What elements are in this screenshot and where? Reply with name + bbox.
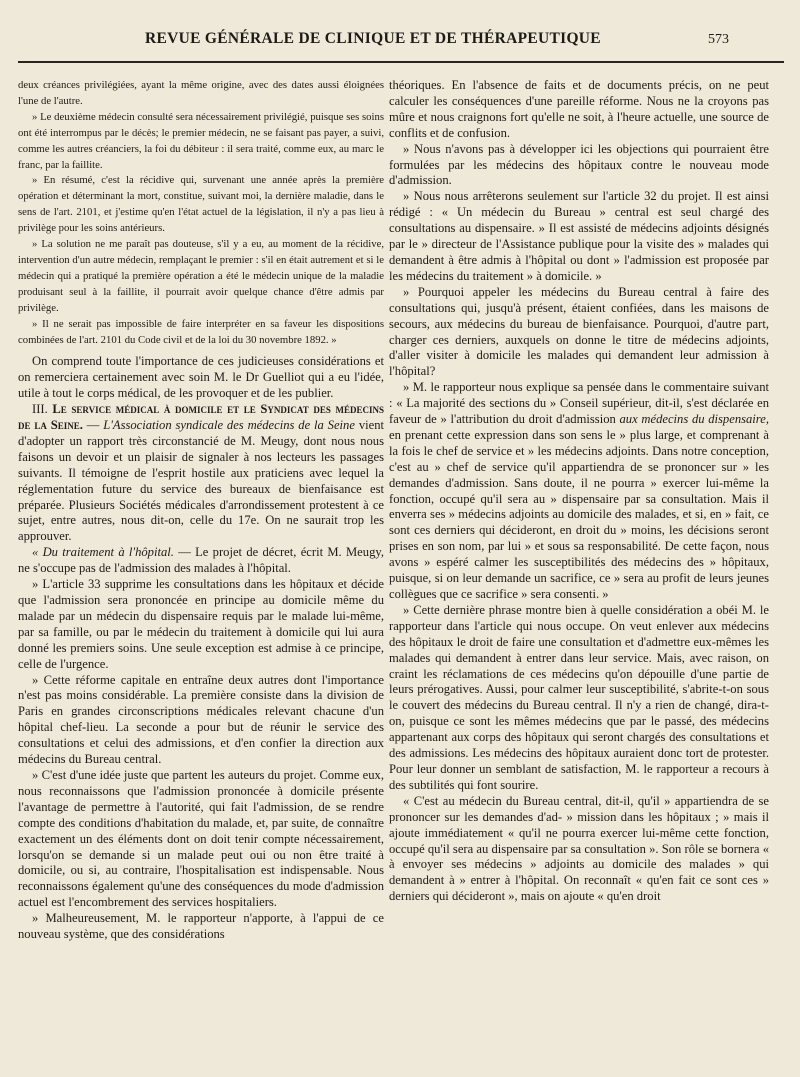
dash: — — [86, 418, 100, 433]
paragraph-text: — Le projet de décret, écrit M. Meugy, ne s'occupe pas de l'admission des malades à l'hôpital. — [18, 545, 384, 576]
paragraph — [389, 380, 769, 603]
left-column — [18, 78, 384, 943]
paragraph: » Nous n'avons pas à développer ici les objections qui pourraient être formulées par les médecins des hôpitaux contre le nouveau mode d'admission. — [389, 141, 769, 188]
paragraph: » L'article 33 supprime les consultations dans les hôpitaux et décide que l'admission sera prononcée en principe au domicile même du malade par un médecin du dispensaire requis par le malade lui-même, par sa famille, ou par le médecin du traitement à domicile qui lui aura donné les premiers soins. Une seule exception est admise à ce principe, celle de l'urgence. — [18, 577, 384, 671]
subheading-paragraph — [18, 545, 384, 577]
paragraph: » Nous nous arrêterons seulement sur l'article 32 du projet. Il est ainsi rédigé : « Un médecin du Bureau » central est seul chargé des consultations au dispensaire. » Il est assisté de médecins adjoints désignés par le » directeur de l'Assistance publique pour la visite des » malades qui demandent à être admis à l'hôpital ou dont » l'admission est proposée par les médecins du traitement » à domicile. » — [389, 189, 769, 283]
paragraph: » En résumé, c'est la récidive qui, survenant une année après la première opération et déterminant la mort, constitue, suivant moi, la dernière maladie, dans le sens de l'art. 2101, et j'estime qu'en l'état actuel de la législation, il n'y a pas lieu à privilège pour les soins antérieurs. — [18, 174, 384, 235]
subheading: « Du traitement à l'hôpital. — [32, 545, 174, 560]
article-body-left — [18, 354, 384, 943]
paragraph: On comprend toute l'importance de ces judicieuses considérations et on remerciera certainement avec soin M. le Dr Guelliot qui a eu l'idée, utile à tout le corps médical, de les provoquer et de les publier. — [18, 354, 384, 401]
paragraph: » Pourquoi appeler les médecins du Bureau central à faire des consultations qui, jusqu'à présent, étaient confiées, dans les maisons de secours, aux médecins du bureau de bienfaisance. Pourquoi, d'autre part, charger ces derniers, auxquels on donne le titre de médecins adjoints, d'aller visiter à domicile les malades qui demandent leur admission à l'hôpital? — [389, 284, 769, 379]
section-paragraph — [18, 402, 384, 545]
paragraph: deux créances privilégiées, ayant la même origine, avec des dates aussi éloignées l'une de l'autre. — [18, 79, 384, 107]
paragraph: » Cette réforme capitale en entraîne deux autres dont l'importance n'est pas moins considérable. La première consiste dans la division de Paris en grandes circonscriptions médicales relevant chacune d'un hôpital chef-lieu. La seconde a pour but de réunir le service des consultations et celui des admissions, et d'en confier la direction aux médecins du Bureau central. — [18, 672, 384, 767]
paragraph: » C'est d'une idée juste que partent les auteurs du projet. Comme eux, nous reconnaissons que l'admission prononcée à domicile présente l'avantage de permettre à l'autorité, qui fait l'admission, de se rendre compte des conditions d'habitation du malade, et, par suite, de connaître exactement un des éléments dont on doit tenir compte nécessairement, lorsqu'on se demande si un malade peut oui ou non être traité à domicile, ou si, au contraire, l'hospitalisation est indispensable. Nous reconnaissons également qu'une des conséquences du mode d'admission actuel est l'encombrement des services hospitaliers. — [18, 767, 384, 910]
page-header — [0, 0, 800, 64]
paragraph-text: vient d'adopter un rapport très circonstancié de M. Meugy, dont nous nous faisons un devoir et un plaisir de signaler à nos lecteurs les passages suivants. Il témoigne de l'esprit hostile aux praticiens avec lequel la réglementation future du service des bureaux de bienfaisance est préparée. Plusieurs Sociétés médicales d'arrondissement protestent à ce sujet, entre autres, nous dit-on, celle du 17e. On ne saurait trop les approuver. — [18, 418, 384, 544]
quoted-letter-block — [18, 78, 384, 348]
paragraph: » Cette dernière phrase montre bien à quelle considération a obéi M. le rapporteur dans l'article qui nous occupe. On veut enlever aux médecins des hôpitaux le droit de faire une consultation et d'admettre eux-mêmes les malades qui demandent à entrer dans leur service. Mais, avec raison, on craint les réclamations de ces médecins qu'on dépouille d'une partie de leurs prérogatives. Aussi, pour calmer leur susceptibilité, s'abrite-t-on sous le couvert des médecins du Bureau central. Il n'y a rien de changé, dira-t-on, puisque ce sont les mêmes médecins que par le passé, des médecins appartenant aux corps des hôpitaux qui seront chargés des consultations et des admissions. Les médecins des hôpitaux auraient donc tort de protester. Pour leur donner un semblant de satisfaction, M. le rapporteur a recours à des subtilités qui font sourire. — [389, 602, 769, 792]
page-number: 573 — [708, 32, 729, 47]
right-column — [389, 78, 769, 905]
association-name: L'Association syndicale des médecins de la Seine — [103, 418, 355, 433]
paragraph: « C'est au médecin du Bureau central, dit-il, qu'il » appartiendra de se prononcer sur les demandes d'ad- » mission dans les hôpitaux ; » mais il ajoute immédiatement « qu'il ne pourra exercer lui-même cette fonction, occupé qu'il sera au dispensaire par sa consultation ». Son rôle se bornera « à envoyer ses médecins » adjoints au domicile des malades » qui demandent à » entrer à l'hôpital. On reconnaît « qu'en fait ce sont ces » derniers qui décideront », mais on ajoute « qu'en droit — [389, 793, 769, 904]
paragraph: » La solution ne me paraît pas douteuse, s'il y a eu, au moment de la récidive, intervention d'un autre médecin, remplaçant le premier : s'il en était autrement et si le médecin qui a pratiqué la première opération a été le médecin unique de la maladie produisant seul à la faillite, il pourrait avoir quelque chance d'être admis par privilège. — [18, 238, 384, 314]
running-title: REVUE GÉNÉRALE DE CLINIQUE ET DE THÉRAPEUTIQUE — [145, 30, 601, 47]
paragraph-text: en prenant cette expression dans son sens le » plus large, et comprenant à la fois le chef de service et » les médecins adjoints. Dans notre conception, c'est au » chef de service qu'il appartiendra de se prononcer sur » les demandes d'admission. Sans doute, il ne pourra » exercer lui-même la fonction, occupé qu'il sera au » dispensaire par sa consultation. Mais il enverra ses » médecins adjoints au domicile des malades, et si, en » fait, ce sont ces derniers qui décideront, en droit du » moins, les décisions seront prises en son nom, par lui » et sous sa responsabilité. De cette façon, nous avons » espéré calmer les susceptibilités des médecins des » hôpitaux, puisque, si on leur demande un sacrifice, ce » sera au profit de leurs jeunes collègues que ce sacrifice » sera consenti. » — [389, 427, 769, 601]
paragraph: théoriques. En l'absence de faits et de documents précis, on ne peut calculer les conséquences d'une pareille réforme. Nous ne la croyons pas mûre et nous craignons fort qu'elle ne soit, à l'heure actuelle, une source de conflits et de confusion. — [389, 78, 769, 140]
paragraph-text: » M. le rapporteur nous explique sa pensée dans le commentaire suivant : « La majorité des sections du » Conseil supérieur, dit-il, s'est déclarée en faveur de » l'attribution du droit d'admission — [389, 380, 769, 427]
italic-phrase: aux médecins du dispensaire, — [619, 412, 769, 427]
paragraph: » Il ne serait pas impossible de faire interpréter en sa faveur les dispositions combinées de l'art. 2101 du Code civil et de la loi du 30 novembre 1892. » — [18, 317, 384, 346]
header-rule — [18, 61, 784, 63]
section-number: III. — [32, 402, 48, 417]
paragraph: » Le deuxième médecin consulté sera nécessairement privilégié, puisque ses soins ont été interrompus par le décès; le premier médecin, ne se faisant pas payer, a suivi, comme les autres créanciers, la foi du débiteur : il sera traité, comme eux, au marc le franc, par la faillite. — [18, 110, 384, 171]
section-heading: Le service médical à domicile et le Syndicat des médecins de la Seine. — [18, 402, 384, 433]
paragraph: » Malheureusement, M. le rapporteur n'apporte, à l'appui de ce nouveau système, que des considérations — [18, 911, 384, 942]
